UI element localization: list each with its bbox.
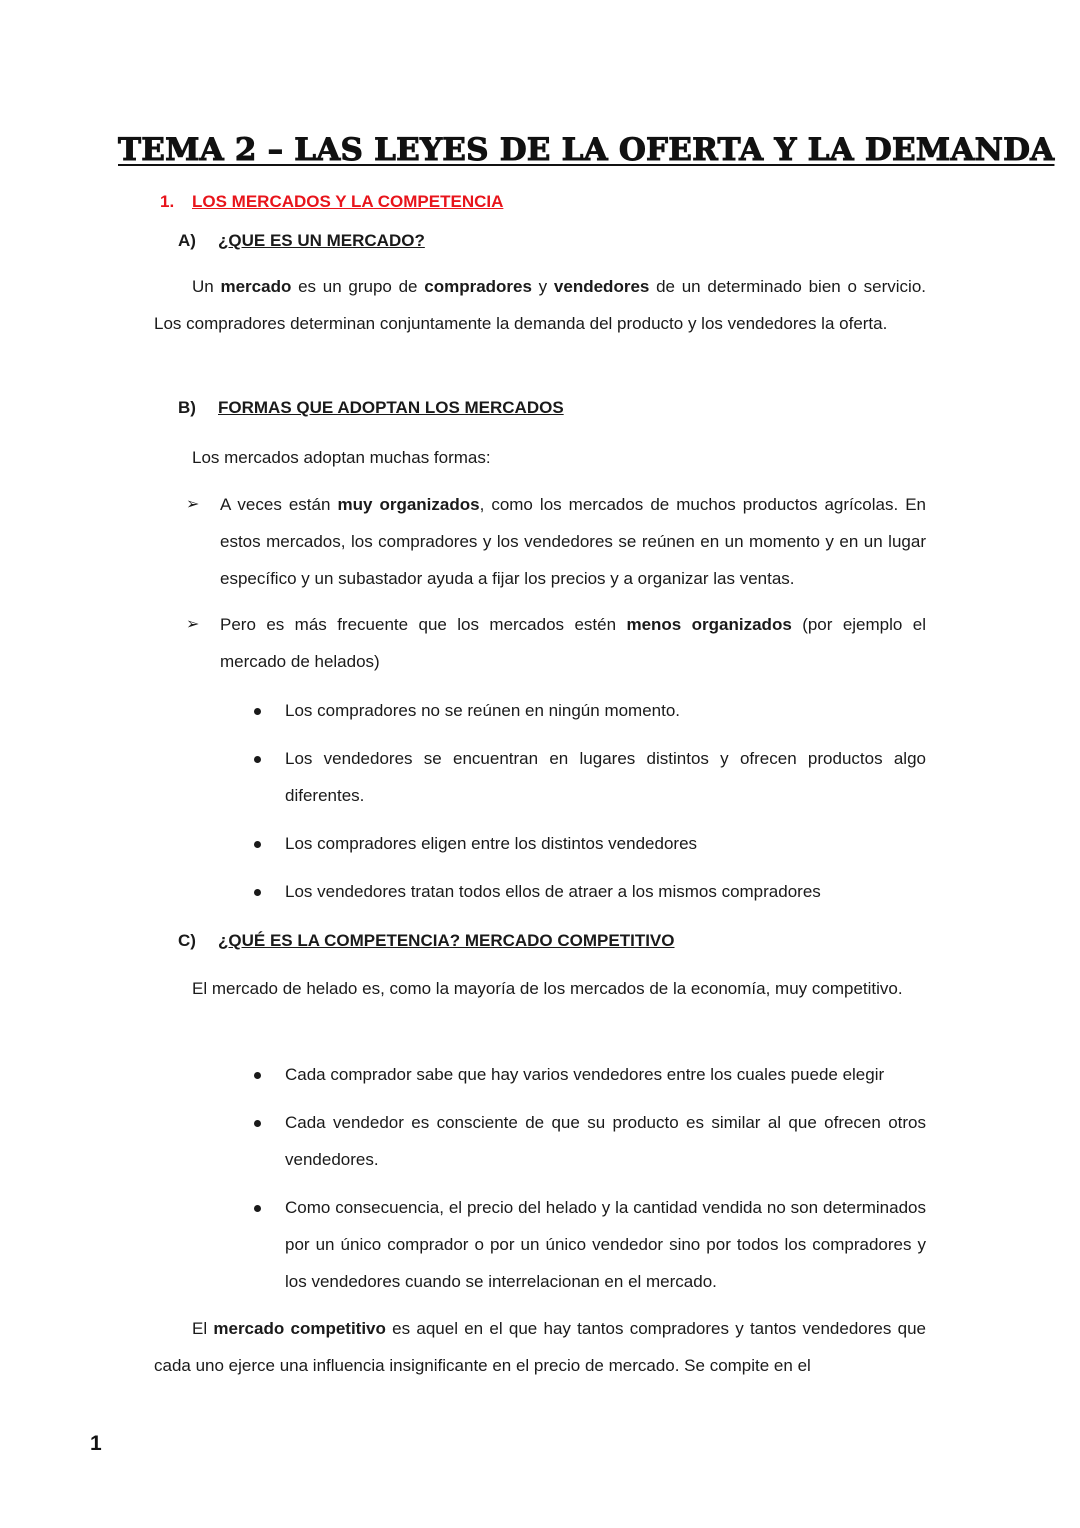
bullet-dot-icon	[254, 1205, 261, 1212]
text-run: El	[192, 1319, 214, 1338]
subheading-letter: B)	[178, 398, 196, 417]
paragraph-mercado-definition	[154, 268, 926, 342]
subheading-c	[178, 929, 675, 953]
arrow-list-item	[186, 606, 926, 680]
bold-term: compradores	[424, 277, 532, 296]
bullet-dot-icon	[254, 841, 261, 848]
paragraph-competition-intro: El mercado de helado es, como la mayoría de los mercados de la economía, muy competitivo.	[192, 979, 903, 998]
arrow-list-item	[186, 486, 926, 597]
bullet-list-item	[254, 1056, 926, 1093]
page-number: 1	[90, 1432, 102, 1455]
bold-term: mercado competitivo	[213, 1319, 386, 1338]
bullet-text: Como consecuencia, el precio del helado y la cantidad vendida no son determinados por un único comprador o por un único vendedor sino por todos los compradores y los vendedores cuando se interrelacionan en el mercado.	[285, 1198, 926, 1291]
section-heading-1	[160, 190, 503, 214]
subheading-a	[178, 229, 425, 253]
bullet-dot-icon	[254, 1120, 261, 1127]
bullet-dot-icon	[254, 1072, 261, 1079]
bullet-text: Los vendedores tratan todos ellos de atraer a los mismos compradores	[285, 882, 821, 901]
bullet-list-item	[254, 873, 926, 910]
document-title: TEMA 2 – LAS LEYES DE LA OFERTA Y LA DEMANDA	[118, 132, 1055, 168]
bullet-text: Los compradores no se reúnen en ningún momento.	[285, 701, 681, 720]
bold-term: menos organizados	[626, 615, 792, 634]
text-run: , como los mercados de muchos productos agrícolas. En estos mercados, los compradores y los vendedores se reúnen en un momento y en un lugar específico y un subastador ayuda a fijar los precios y a organizar las ventas.	[220, 495, 926, 588]
text-run: y	[531, 277, 554, 296]
subheading-b	[178, 396, 564, 420]
bullet-list-item	[254, 1104, 926, 1178]
section-number: 1.	[160, 192, 175, 211]
bullet-list-item	[254, 1189, 926, 1300]
bullet-list-item	[254, 740, 926, 814]
bullet-text: Los compradores eligen entre los distintos vendedores	[285, 834, 698, 853]
bullet-text: Los vendedores se encuentran en lugares distintos y ofrecen productos algo diferentes.	[285, 749, 926, 805]
subheading-letter: A)	[178, 231, 196, 250]
bullet-text: Cada vendedor es consciente de que su producto es similar al que ofrecen otros vendedores.	[285, 1113, 926, 1169]
bullet-list-item	[254, 692, 926, 729]
subheading-title: ¿QUÉ ES LA COMPETENCIA? MERCADO COMPETITIVO	[218, 931, 675, 950]
subheading-title: FORMAS QUE ADOPTAN LOS MERCADOS	[218, 398, 564, 417]
text-run: Un	[192, 277, 221, 296]
paragraph-competitive-market	[154, 1310, 926, 1384]
text-run: (por ejemplo el mercado de helados)	[220, 615, 927, 671]
bullet-dot-icon	[254, 756, 261, 763]
text-run: A veces están	[220, 495, 338, 514]
bold-term: mercado	[220, 277, 292, 296]
bold-term: muy organizados	[337, 495, 480, 514]
bullet-text: Cada comprador sabe que hay varios vendedores entre los cuales puede elegir	[285, 1065, 885, 1084]
text-run: Pero es más frecuente que los mercados estén	[220, 615, 627, 634]
bullet-dot-icon	[254, 708, 261, 715]
section-title: LOS MERCADOS Y LA COMPETENCIA	[192, 192, 504, 211]
text-run: de un determinado bien o servicio. Los compradores determinan conjuntamente la demanda del producto y los vendedores la oferta.	[154, 277, 926, 333]
bullet-list-item	[254, 825, 926, 862]
text-run: es un grupo de	[291, 277, 425, 296]
arrow-bullet-icon: ➢	[186, 496, 200, 513]
text-run: es aquel en el que hay tantos compradores y tantos vendedores que cada uno ejerce una influencia insignificante en el precio de mercado. Se compite en el	[154, 1319, 926, 1375]
bold-term: vendedores	[553, 277, 650, 296]
subheading-title: ¿QUE ES UN MERCADO?	[218, 231, 425, 250]
subheading-letter: C)	[178, 931, 196, 950]
arrow-bullet-icon: ➢	[186, 616, 200, 633]
bullet-dot-icon	[254, 889, 261, 896]
paragraph-forms-intro: Los mercados adoptan muchas formas:	[192, 448, 491, 467]
